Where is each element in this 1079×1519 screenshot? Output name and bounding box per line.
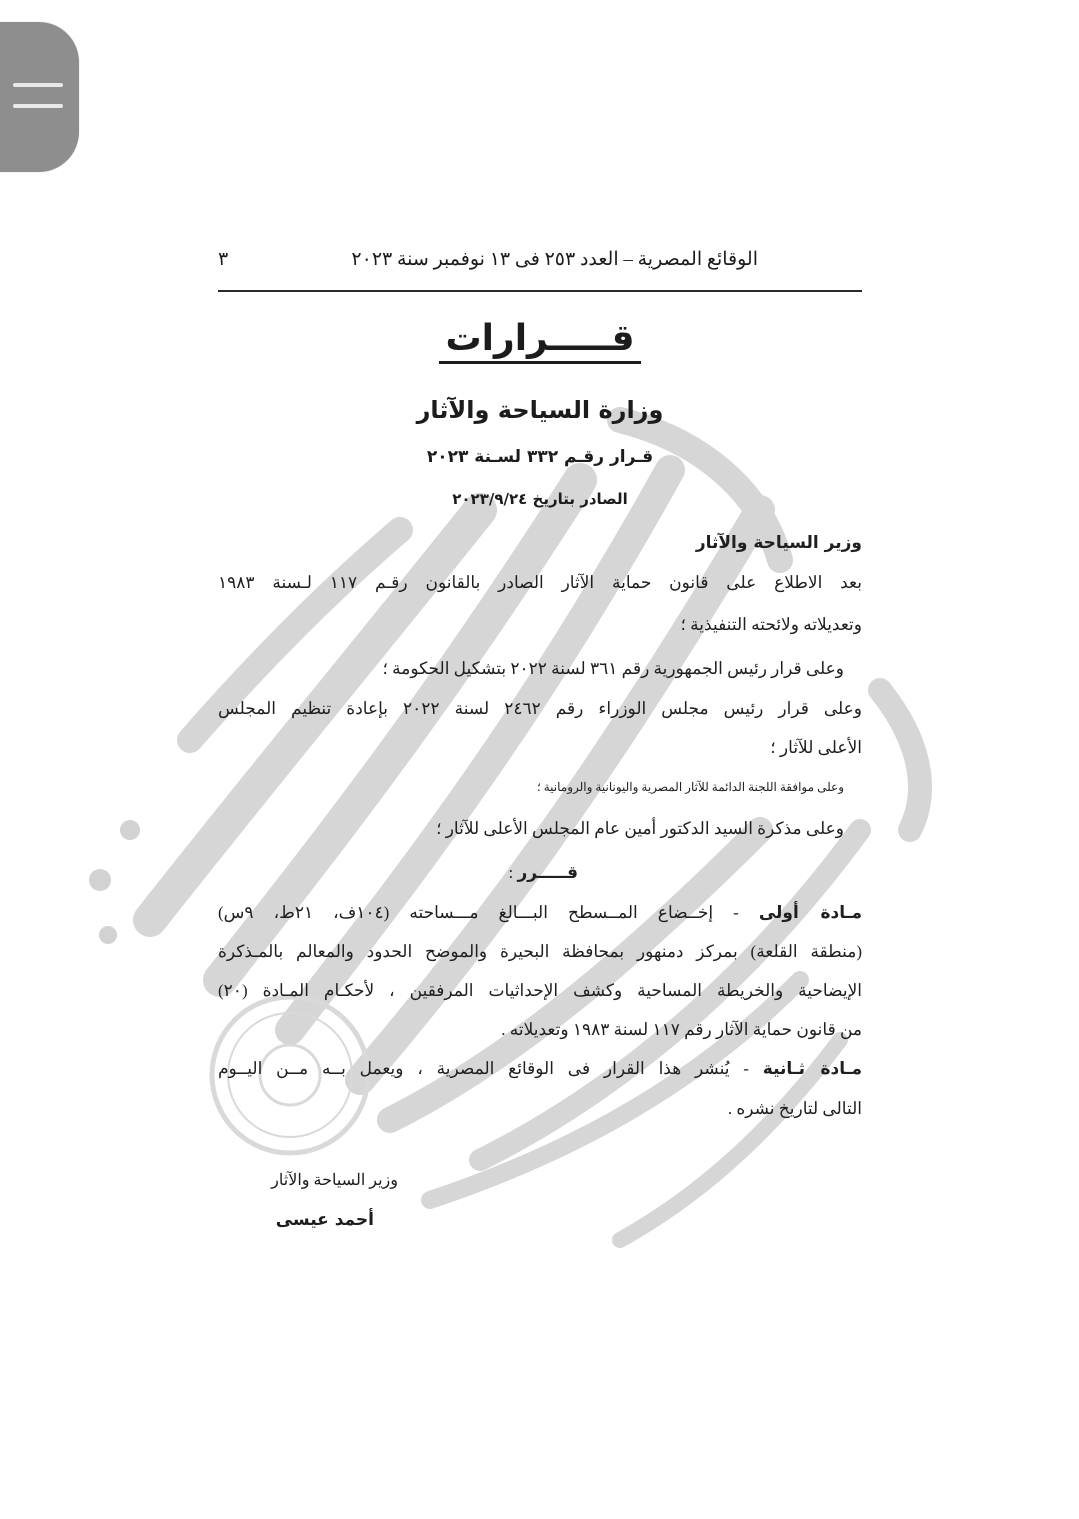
article-1-line: الإيضاحية والخريطة المساحية وكشف الإحداثيات المرفقين ، لأحكـام المـادة (٢٠) [218,981,862,1000]
section-title [218,318,862,359]
page-header [218,238,862,292]
article-1-line: من قانون حماية الآثار رقم ١١٧ لسنة ١٩٨٣ وتعديلاته . [501,1020,862,1039]
decides-label: قـــــرر [517,863,578,883]
publication-info: الوقائع المصرية – العدد ٢٥٣ فى ١٣ نوفمبر سنة ٢٠٢٣ [351,249,758,270]
signatory-name: أحمد عيسى [275,1210,374,1230]
issuer-heading: وزير السياحة والآثار [695,533,862,553]
ministry-name: وزارة السياحة والآثار [416,396,664,424]
article-1-text: - إخــضاع المــسطح البـــالغ مـــساحته (١٠٤ف، ٢١ط، ٩س) [218,903,739,922]
issue-date: الصادر بتاريخ ٢٠٢٣/٩/٢٤ [452,490,628,508]
article-2-text: - يُنشر هذا القرار فى الوقائع المصرية ، ويعمل بــه مــن اليــوم [218,1059,749,1078]
decides-line [508,856,578,890]
preamble-line: وعلى مذكرة السيد الدكتور أمين عام المجلس الأعلى للآثار ؛ [436,819,844,838]
article-2-line [218,1052,862,1086]
preamble-line: وعلى قرار رئيس مجلس الوزراء رقم ٢٤٦٢ لسنة ٢٠٢٢ بإعادة تنظيم المجلس [218,699,863,718]
preamble-line: وتعديلاته ولائحته التنفيذية ؛ [680,615,862,634]
article-1-line [218,896,862,930]
preamble-line: وعلى قرار رئيس الجمهورية رقم ٣٦١ لسنة ٢٠٢٢ بتشكيل الحكومة ؛ [382,659,844,678]
menu-button[interactable] [0,22,79,172]
page-number: ٣ [218,249,229,270]
preamble-line: وعلى موافقة اللجنة الدائمة للآثار المصرية واليونانية والرومانية ؛ [536,780,844,794]
section-title-text: قـــــرارات [439,318,640,364]
hamburger-icon-bar [13,104,63,108]
preamble-line: الأعلى للآثار ؛ [770,738,862,757]
decree-body [218,526,862,1166]
article-2-label: مـادة ثـانية [762,1059,862,1079]
decree-number: قـرار رقـم ٣٣٢ لسـنة ٢٠٢٣ [426,447,654,467]
hamburger-icon [13,83,63,87]
decides-colon: : [508,863,514,882]
preamble-line: بعد الاطلاع على قانون حماية الآثار الصادر بالقانون رقـم ١١٧ لـسنة ١٩٨٣ [218,573,862,592]
article-2-line: التالى لتاريخ نشره . [727,1099,862,1118]
article-1-label: مـادة أولى [758,903,862,923]
signatory-title: وزير السياحة والآثار [271,1172,398,1189]
article-1-line: (منطقة القلعة) بمركز دمنهور بمحافظة البحيرة والموضح الحدود والمعالم بالمـذكرة [218,942,862,961]
